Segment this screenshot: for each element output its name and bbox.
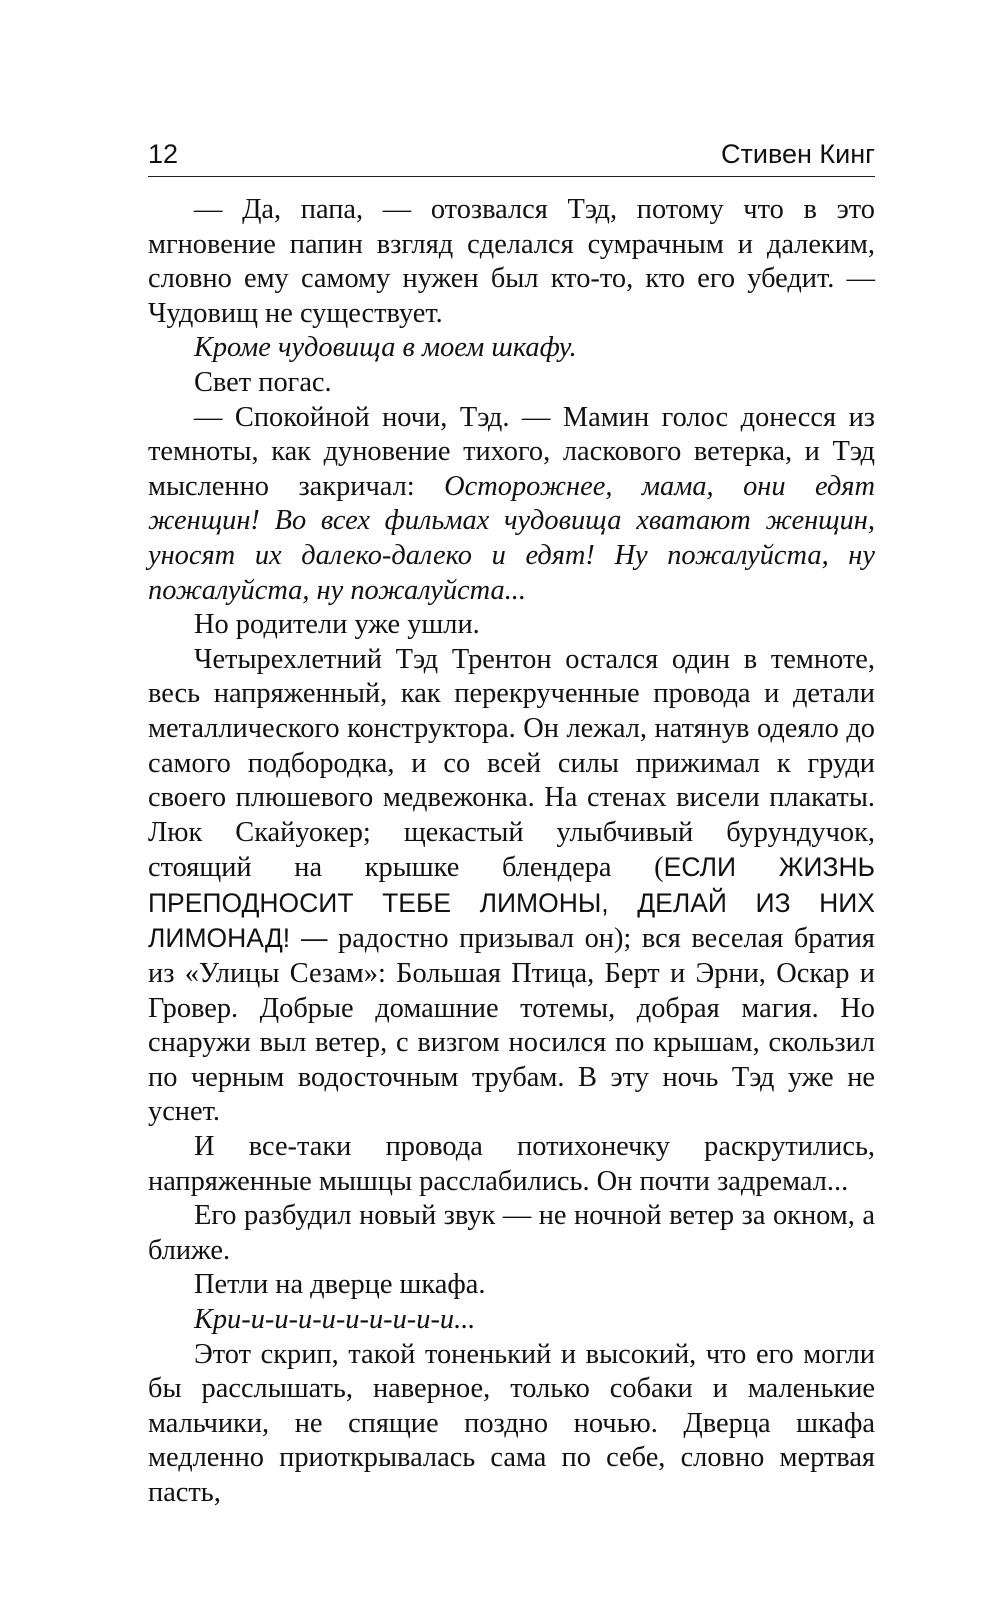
- paragraph-9: Петли на дверце шкафа.: [194, 1269, 486, 1301]
- paragraph-6-start: Четырехлетний Тэд Трентон остался один в темноте, весь напряженный, как перекрученные провода и детали металлического конструктора. Он лежал, натянув одеяло до самого подбородка, и со всей силы прижимал к груди своего плюшевого медвежонка. На стенах висели плакаты. Люк Скайуокер; щекастый улыбчивый бурундучок, стоящий на крышке блендера (: [148, 643, 875, 884]
- paragraph-7: И все-таки провода потихонечку раскрутились, напряженные мышцы расслабились. Он почти задремал...: [148, 1131, 875, 1197]
- paragraph-4: [148, 401, 875, 609]
- paragraph-6: [148, 643, 875, 1130]
- running-head: [148, 138, 875, 177]
- paragraph-10-italic: Кри-и-и-и-и-и-и-и-и-и...: [194, 1304, 476, 1335]
- paragraph-1: — Да, папа, — отозвался Тэд, потому что в это мгновение папин взгляд сделался сумрачным и далеким, словно ему самому нужен был кто-то, кто его убедит. — Чудовищ не существует.: [148, 194, 875, 329]
- body-text: [148, 193, 875, 1511]
- page-number: 12: [148, 139, 179, 169]
- paragraph-3: Свет погас.: [194, 366, 332, 398]
- paragraph-6-end: радостно призывал он); вся веселая братия из «Улицы Сезам»: Большая Птица, Берт и Эрни, Оскар и Гровер. Добрые домашние тотемы, добрая магия. Но снаружи выл ветер, с визгом носился по крышам, скользил по черным водосточным трубам. В эту ночь Тэд уже не уснет.: [148, 923, 875, 1128]
- paragraph-4-speech: — Спокойной ночи, Тэд. — Мамин голос донесся из темноты, как дуновение тихого, ласкового ветерка, и Тэд мысленно закричал:: [148, 401, 875, 502]
- paragraph-4-thought: Осторожнее, мама, они едят женщин! Во всех фильмах чудовища хватают женщин, уносят их далеко-далеко и едят! Ну пожалуйста, ну пожалуйста, ну пожалуйста...: [148, 470, 876, 606]
- paragraph-5: Но родители уже ушли.: [194, 609, 480, 641]
- author-name: Стивен Кинг: [721, 139, 875, 169]
- poster-slogan: ЕСЛИ ЖИЗНЬ ПРЕПОДНОСИТ ТЕБЕ ЛИМОНЫ, ДЕЛАЙ ИЗ НИХ ЛИМОНАД! —: [148, 852, 875, 954]
- book-page: [148, 138, 875, 1511]
- paragraph-2-italic: Кроме чудовища в моем шкафу.: [194, 332, 577, 364]
- paragraph-11: Этот скрип, такой тоненький и высокий, что его могли бы расслышать, наверное, только собаки и маленькие мальчики, не спящие поздно ночью. Дверца шкафа медленно приоткрывалась сама по себе, словно мертвая пасть,: [148, 1338, 875, 1508]
- paragraph-8: Его разбудил новый звук — не ночной ветер за окном, а ближе.: [148, 1200, 875, 1266]
